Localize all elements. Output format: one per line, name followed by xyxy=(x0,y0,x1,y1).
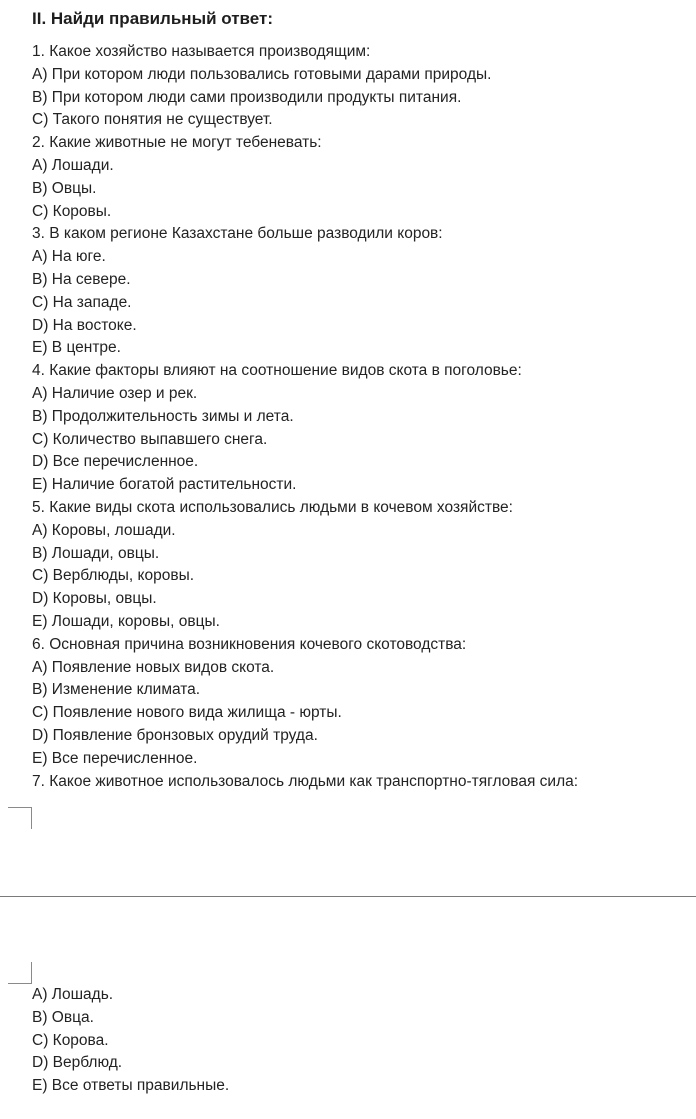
questions-block-page-1 xyxy=(32,41,578,793)
answer-option-line: D) Верблюд. xyxy=(32,1054,123,1072)
question-line: 3. В каком регионе Казахстане больше разводили коров: xyxy=(32,225,443,243)
answer-option-line: C) На западе. xyxy=(32,293,132,311)
question-line: 2. Какие животные не могут тебеневать: xyxy=(32,134,322,152)
answer-option-line: C) Коровы. xyxy=(32,202,112,220)
answer-option-line: C) Корова. xyxy=(32,1031,109,1049)
answer-option-line: B) Лошади, овцы. xyxy=(32,544,160,562)
answer-option-line: E) Наличие богатой растительности. xyxy=(32,476,297,494)
answer-option-line: D) Все перечисленное. xyxy=(32,453,199,471)
answer-option-line: B) Продолжительность зимы и лета. xyxy=(32,407,294,425)
answer-option-line: A) Лошади. xyxy=(32,156,114,174)
answer-option-line: C) Появление нового вида жилища - юрты. xyxy=(32,704,342,722)
answer-option-line: B) При котором люди сами производили продукты питания. xyxy=(32,88,462,106)
section-heading: II. Найди правильный ответ: xyxy=(32,9,273,28)
answer-option-line: D) Коровы, овцы. xyxy=(32,590,157,608)
answers-block-page-2 xyxy=(32,984,229,1098)
answer-option-line: B) Овца. xyxy=(32,1008,94,1026)
question-line: 4. Какие факторы влияют на соотношение видов скота в поголовье: xyxy=(32,362,522,380)
answer-option-line: A) Лошадь. xyxy=(32,986,114,1003)
answer-option-line: A) При котором люди пользовались готовыми дарами природы. xyxy=(32,65,492,83)
answer-option-line: A) Коровы, лошади. xyxy=(32,521,176,539)
answer-option-line: A) Появление новых видов скота. xyxy=(32,658,275,676)
question-line: 7. Какое животное использовалось людьми как транспортно-тягловая сила: xyxy=(32,772,579,790)
page-corner-mark-top-of-page-2 xyxy=(8,962,32,984)
page-corner-mark-bottom-of-page-1 xyxy=(8,807,32,829)
answer-option-line: B) Овцы. xyxy=(32,179,97,197)
question-line: 6. Основная причина возникновения кочевого скотоводства: xyxy=(32,635,467,653)
answer-option-line: B) На севере. xyxy=(32,270,131,288)
answer-option-line: E) Все перечисленное. xyxy=(32,749,198,767)
page-break-divider xyxy=(0,896,696,897)
question-line: 1. Какое хозяйство называется производящим: xyxy=(32,43,371,60)
answer-option-line: E) Все ответы правильные. xyxy=(32,1077,230,1095)
answer-option-line: C) Количество выпавшего снега. xyxy=(32,430,268,448)
answer-option-line: A) Наличие озер и рек. xyxy=(32,384,198,402)
answer-option-line: D) Появление бронзовых орудий труда. xyxy=(32,726,318,744)
answer-option-line: E) Лошади, коровы, овцы. xyxy=(32,612,220,630)
answer-option-line: A) На юге. xyxy=(32,248,106,266)
answer-option-line: C) Такого понятия не существует. xyxy=(32,111,273,129)
answer-option-line: D) На востоке. xyxy=(32,316,137,334)
question-line: 5. Какие виды скота использовались людьми в кочевом хозяйстве: xyxy=(32,498,513,516)
answer-option-line: E) В центре. xyxy=(32,339,121,357)
answer-option-line: B) Изменение климата. xyxy=(32,681,201,699)
answer-option-line: C) Верблюды, коровы. xyxy=(32,567,195,585)
